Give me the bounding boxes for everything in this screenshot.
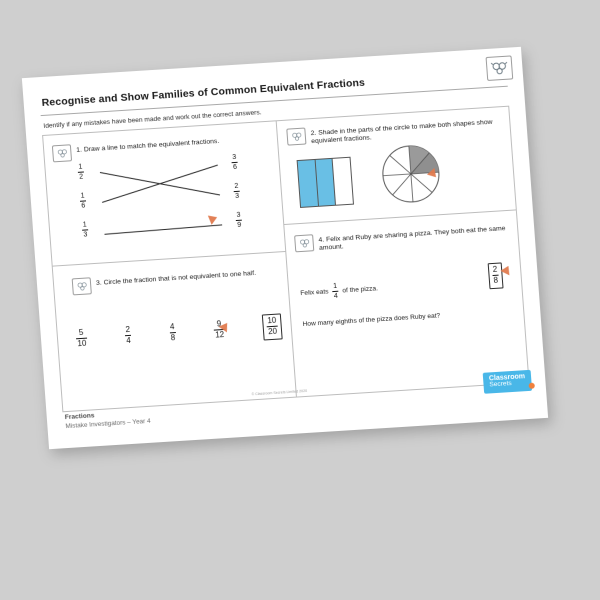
footer-subtitle: Mistake Investigators – Year 4 [65,418,151,431]
fraction-denominator: 4 [126,336,132,346]
question-4-statement [300,280,379,303]
fraction-option-circled [262,313,283,340]
fraction-numerator: 1 [82,221,87,229]
question-2 [276,107,516,224]
question-4 [283,209,528,398]
question-3-text: Circle the fraction that is not equivalent to one half. [103,269,257,287]
question-2-text: Shade in the parts of the circle to make both shapes show equivalent fractions. [311,118,493,146]
investigator-icon [486,55,514,81]
rectangle-shape [297,157,354,208]
question-1 [43,121,285,265]
fraction-option [124,326,132,346]
fraction-denominator: 4 [333,293,339,301]
logo-dot-icon [529,383,535,389]
of-the-pizza-label: of the pizza. [342,285,379,295]
fraction-numerator: 5 [78,327,84,338]
question-4-text: Felix and Ruby are sharing a pizza. They both eat the same amount. [318,225,506,253]
logo-line-2: Secrets [489,380,512,389]
investigator-icon [52,144,72,162]
fraction-denominator: 20 [267,327,278,337]
fraction-numerator: 2 [492,264,498,274]
copyright-text: © Classroom Secrets Limited 2020 [251,388,308,397]
investigator-icon [286,127,306,145]
fraction-denominator: 3 [234,193,240,201]
fraction-denominator: 8 [170,333,176,343]
question-3 [53,251,296,413]
question-grid [42,106,529,413]
fraction-denominator: 10 [77,339,87,349]
fraction-numerator: 10 [267,315,277,326]
fraction-numerator: 9 [216,319,222,329]
fraction-numerator: 1 [80,192,85,200]
fraction-denominator: 6 [232,164,238,172]
fraction-numerator: 4 [169,322,175,332]
question-1-number: 1. [76,146,83,154]
fraction-numerator: 1 [332,282,338,291]
question-4-prompt: How many eighths of the pizza does Ruby eat? [302,312,441,329]
fraction-numerator: 2 [234,182,239,191]
question-1-matching [65,153,261,257]
fraction-denominator: 9 [237,222,242,230]
worksheet-sheet [22,47,548,449]
question-4-answer-box [487,262,503,289]
fraction-denominator: 3 [83,231,88,239]
fraction-denominator: 2 [79,173,84,182]
circle-shape [378,141,444,207]
fraction-denominator: 6 [81,202,86,211]
fraction-option [75,329,87,349]
fraction-numerator: 2 [125,324,131,335]
footer-block [64,407,151,432]
felix-eats-label: Felix eats [300,288,329,298]
fraction-numerator: 1 [78,163,83,171]
investigator-icon [294,234,314,252]
logo-line-1: Classroom [488,372,526,383]
footer-title: Fractions [64,411,95,421]
fraction-numerator: 3 [236,211,241,219]
question-4-number: 4. [318,236,325,244]
fraction-denominator: 12 [214,330,225,340]
instruction-text: Identify if any mistakes have been made and work out the correct answers. [43,109,262,130]
question-2-number: 2. [310,129,317,138]
page-title: Recognise and Show Families of Common Equivalent Fractions [41,76,366,109]
question-3-options [75,313,282,352]
rect-part-empty [333,158,353,205]
felix-fraction [332,283,339,301]
fraction-numerator: 3 [232,153,237,162]
fraction-option [169,323,177,343]
classroom-secrets-logo [482,370,532,394]
fraction-denominator: 8 [493,276,499,286]
question-3-number: 3. [95,279,103,287]
question-1-text: Draw a line to match the equivalent fractions. [83,137,220,154]
investigator-icon [72,277,92,295]
